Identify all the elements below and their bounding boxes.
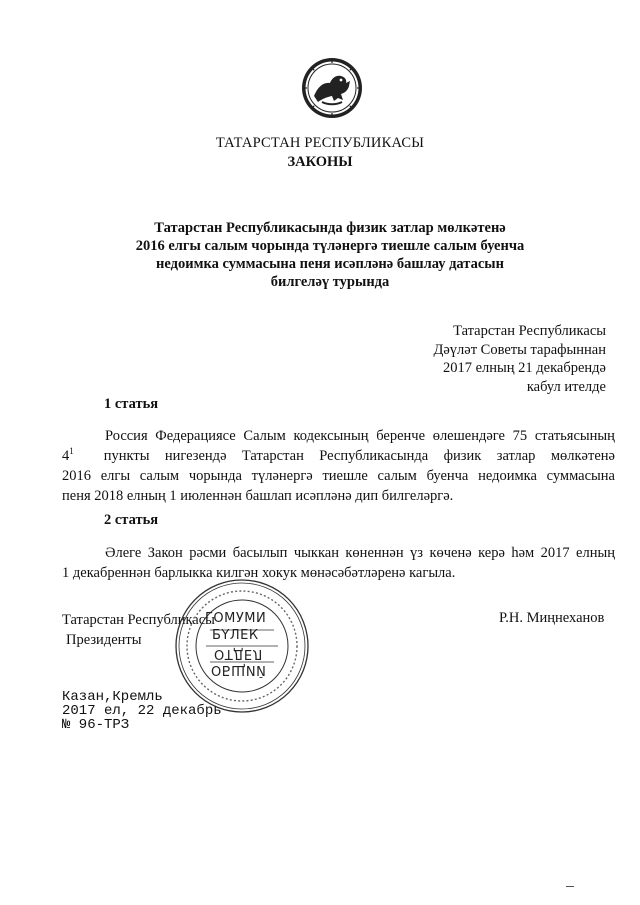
word: недоимка bbox=[478, 468, 537, 484]
word: елның bbox=[576, 545, 615, 561]
article-1-line-2 bbox=[62, 446, 615, 466]
margin-mark bbox=[566, 886, 574, 887]
adoption-line: 2017 елның 21 декабрендә bbox=[442, 360, 606, 376]
law-title bbox=[110, 219, 550, 291]
paragraph-number: $4^1$ bbox=[62, 446, 74, 464]
word: рәсми bbox=[189, 545, 227, 561]
word: буенча bbox=[426, 468, 469, 484]
word: басылып bbox=[232, 545, 288, 561]
word: өлешендәге bbox=[432, 428, 505, 444]
header-republic: ТАТАРСТАН РЕСПУБЛИКАСЫ bbox=[215, 135, 425, 151]
law-number: № 96-ТРЗ bbox=[62, 717, 130, 733]
word: Россия bbox=[105, 428, 148, 444]
coat-of-arms-icon bbox=[300, 56, 364, 120]
word: керә bbox=[478, 545, 505, 561]
title-line: билгеләү турында bbox=[270, 274, 390, 290]
word: көченә bbox=[429, 545, 472, 561]
word: мөлкәтенә bbox=[550, 448, 615, 464]
word: елгы bbox=[100, 468, 131, 484]
article-2-line-1 bbox=[62, 543, 615, 563]
word: беренче bbox=[376, 428, 426, 444]
position-line-2: Президенты bbox=[66, 632, 142, 648]
position-line-1: Татарстан Республикасы bbox=[62, 612, 215, 628]
article-2-text bbox=[62, 543, 615, 583]
word: физик bbox=[443, 448, 482, 464]
word: пункты bbox=[103, 448, 150, 464]
stamp-text: ОБЩИЙ bbox=[211, 662, 267, 677]
word: Федерациясе bbox=[155, 428, 236, 444]
adoption-note bbox=[433, 322, 606, 396]
adoption-line: Татарстан Республикасы bbox=[453, 323, 606, 339]
word: нигезендә bbox=[164, 448, 227, 464]
word: үз bbox=[410, 545, 424, 561]
place-date-number bbox=[62, 690, 222, 732]
word: кодексының bbox=[293, 428, 369, 444]
article-1-heading: 1 статья bbox=[104, 396, 159, 412]
article-1-line-2-words bbox=[104, 446, 615, 466]
word: салым bbox=[377, 468, 417, 484]
article-1-line-3 bbox=[62, 466, 615, 486]
word: 2016 bbox=[62, 468, 91, 484]
header-law: ЗАКОНЫ bbox=[287, 154, 353, 170]
title-line: Татарстан Республикасында физик затлар мөлкәтенә bbox=[154, 220, 506, 236]
article-2-line-2: 1 декабреннән барлыкка килгән хокук мөнәсәбәтләренә кагыла. bbox=[62, 565, 456, 581]
word: затлар bbox=[496, 448, 536, 464]
article-1-text bbox=[62, 426, 615, 506]
stamp-text: БҮЛЕК bbox=[212, 628, 259, 643]
stamp-text: ОТДЕЛ bbox=[214, 646, 263, 661]
article-1-line-1 bbox=[62, 426, 615, 446]
word: суммасына bbox=[546, 468, 615, 484]
word: Татарстан bbox=[241, 448, 304, 464]
word: түләнергә bbox=[251, 468, 313, 484]
word: Закон bbox=[147, 545, 183, 561]
stamp-text: ГОМУМИ bbox=[205, 611, 267, 626]
article-2-heading: 2 статья bbox=[104, 512, 159, 528]
adoption-line: Дәүләт Советы тарафыннан bbox=[433, 341, 606, 358]
word: Әлеге bbox=[105, 545, 142, 561]
title-line: 2016 елгы салым чорында түләнергә тиешле салым буенча bbox=[135, 238, 525, 254]
word: чорында bbox=[188, 468, 242, 484]
signature-name: Р.Н. Миңнеханов bbox=[499, 610, 605, 626]
place-city: Казан,Кремль bbox=[62, 689, 163, 705]
word: Республикасында bbox=[319, 448, 429, 464]
title-line: недоимка суммасына пеня исәпләнә башлау датасын bbox=[156, 256, 504, 272]
word: 2017 bbox=[540, 545, 570, 561]
word: көненнән bbox=[345, 545, 404, 561]
word: Салым bbox=[243, 428, 286, 444]
word: һәм bbox=[511, 545, 535, 561]
place-date: 2017 ел, 22 декабрь bbox=[62, 703, 222, 719]
word: тиешле bbox=[322, 468, 368, 484]
word: салым bbox=[139, 468, 180, 484]
word: статьясының bbox=[534, 428, 615, 444]
word: чыккан bbox=[293, 545, 339, 561]
word: 75 bbox=[512, 428, 528, 444]
article-1-line-4: пеня 2018 елның 1 июленнән башлап исәпләнә дип билгеләргә. bbox=[62, 488, 454, 504]
adoption-line: кабул ителде bbox=[526, 378, 606, 395]
